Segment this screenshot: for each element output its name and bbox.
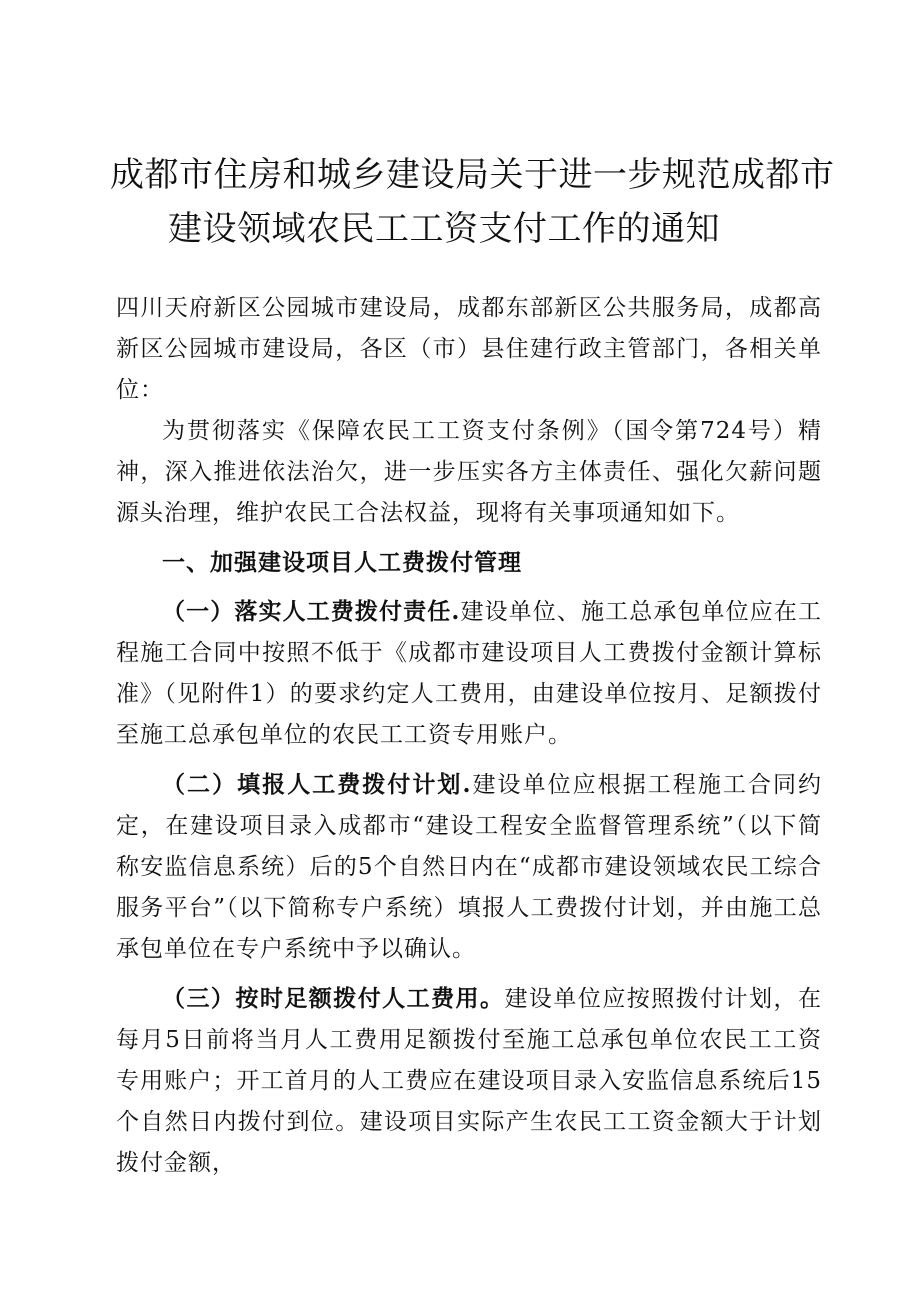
item-text-1: 建设单位、施工总承包单位应在工程施工合同中按照不低于《成都市建设项目人工费拨付金额计算标准》（见附件1）的要求约定人工费用，由建设单位按月、足额拨付至施工总承包单位的农民工工资专用账户。	[116, 599, 823, 748]
document-title	[100, 148, 840, 256]
item-label-1: （一）落实人工费拨付责任.	[162, 598, 461, 625]
item-paragraph-1	[116, 591, 822, 756]
document-title-line-2: 建设领域农民工工资支付工作的通知	[168, 209, 720, 249]
section-heading-1: 一、加强建设项目人工费拨付管理	[162, 549, 522, 576]
item-paragraph-3	[116, 978, 822, 1184]
item-text-2: 建设单位应根据工程施工合同约定，在建设项目录入成都市“建设工程安全监督管理系统”（以下简称安监信息系统）后的5个自然日内在“成都市建设领域农民工综合服务平台”（以下简称专户系统）填报人工费拨付计划，并由施工总承包单位在专户系统中予以确认。	[116, 772, 822, 962]
intro-paragraph: 为贯彻落实《保障农民工工资支付条例》（国令第724号）精神，深入推进依法治欠，进一步压实各方主体责任、强化欠薪问题源头治理，维护农民工合法权益，现将有关事项通知如下。	[116, 418, 822, 526]
item-paragraph-2	[116, 764, 822, 970]
document-body	[116, 288, 822, 1184]
addressee-paragraph: 四川天府新区公园城市建设局，成都东部新区公共服务局，成都高新区公园城市建设局，各区（市）县住建行政主管部门，各相关单位：	[116, 295, 822, 403]
item-label-3: （三）按时足额拨付人工费用。	[162, 985, 505, 1012]
item-label-2: （二）填报人工费拨付计划.	[162, 771, 472, 798]
item-text-3: 建设单位应按照拨付计划，在每月5日前将当月人工费用足额拨付至施工总承包单位农民工工资专用账户；开工首月的人工费应在建设项目录入安监信息系统后15个自然日内拨付到位。建设项目实际产生农民工工资金额大于计划拨付金额，	[116, 986, 823, 1176]
document-title-line-1: 成都市住房和城乡建设局关于进一步规范成都市	[110, 155, 835, 195]
